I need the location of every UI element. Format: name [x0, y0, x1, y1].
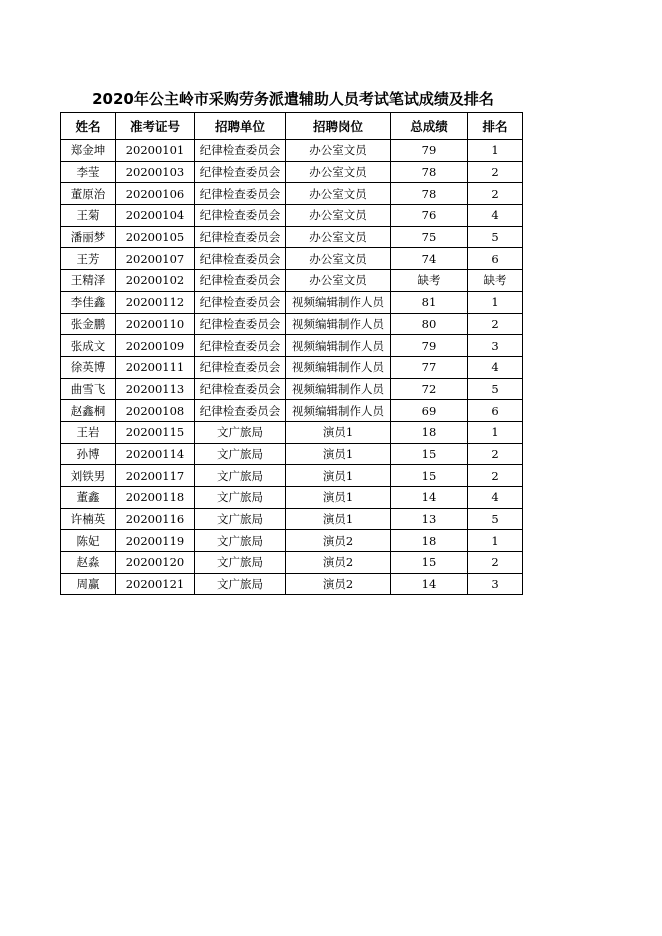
table-row [61, 270, 523, 292]
cell-rank: 1 [468, 421, 523, 443]
cell-position: 演员1 [286, 443, 391, 465]
cell-rank: 1 [468, 530, 523, 552]
cell-position: 视频编辑制作人员 [286, 335, 391, 357]
cell-score: 81 [391, 291, 468, 313]
cell-name: 董鑫 [61, 487, 116, 509]
table-body [61, 140, 523, 595]
cell-exam-id: 20200105 [116, 226, 195, 248]
table-row [61, 291, 523, 313]
cell-score: 72 [391, 378, 468, 400]
cell-exam-id: 20200103 [116, 161, 195, 183]
cell-score: 69 [391, 400, 468, 422]
cell-rank: 3 [468, 335, 523, 357]
cell-score: 78 [391, 183, 468, 205]
cell-exam-id: 20200102 [116, 270, 195, 292]
cell-score: 74 [391, 248, 468, 270]
cell-position: 演员1 [286, 508, 391, 530]
cell-rank: 1 [468, 291, 523, 313]
cell-exam-id: 20200115 [116, 421, 195, 443]
cell-score: 75 [391, 226, 468, 248]
table-row [61, 313, 523, 335]
cell-unit: 文广旅局 [195, 487, 286, 509]
cell-exam-id: 20200117 [116, 465, 195, 487]
cell-score: 缺考 [391, 270, 468, 292]
cell-exam-id: 20200108 [116, 400, 195, 422]
cell-name: 周赢 [61, 573, 116, 595]
cell-exam-id: 20200111 [116, 356, 195, 378]
cell-unit: 纪律检查委员会 [195, 183, 286, 205]
table-row [61, 378, 523, 400]
cell-rank: 5 [468, 508, 523, 530]
cell-name: 陈妃 [61, 530, 116, 552]
cell-score: 77 [391, 356, 468, 378]
table-row [61, 530, 523, 552]
score-table [60, 112, 523, 595]
cell-position: 演员2 [286, 552, 391, 574]
cell-unit: 文广旅局 [195, 421, 286, 443]
table-row [61, 443, 523, 465]
cell-position: 办公室文员 [286, 226, 391, 248]
table-row [61, 205, 523, 227]
cell-rank: 6 [468, 248, 523, 270]
cell-position: 视频编辑制作人员 [286, 291, 391, 313]
cell-exam-id: 20200112 [116, 291, 195, 313]
cell-rank: 4 [468, 205, 523, 227]
cell-exam-id: 20200119 [116, 530, 195, 552]
cell-unit: 纪律检查委员会 [195, 248, 286, 270]
cell-name: 张金鹏 [61, 313, 116, 335]
cell-name: 赵淼 [61, 552, 116, 574]
cell-position: 视频编辑制作人员 [286, 313, 391, 335]
cell-name: 赵鑫桐 [61, 400, 116, 422]
cell-rank: 2 [468, 161, 523, 183]
table-row [61, 161, 523, 183]
cell-rank: 2 [468, 465, 523, 487]
table-row [61, 226, 523, 248]
cell-exam-id: 20200104 [116, 205, 195, 227]
cell-name: 曲雪飞 [61, 378, 116, 400]
cell-score: 14 [391, 573, 468, 595]
cell-rank: 3 [468, 573, 523, 595]
cell-exam-id: 20200118 [116, 487, 195, 509]
cell-exam-id: 20200110 [116, 313, 195, 335]
cell-name: 张成文 [61, 335, 116, 357]
cell-position: 演员1 [286, 421, 391, 443]
cell-score: 76 [391, 205, 468, 227]
table-row [61, 465, 523, 487]
column-header-position: 招聘岗位 [286, 113, 391, 140]
cell-rank: 2 [468, 443, 523, 465]
cell-unit: 纪律检查委员会 [195, 205, 286, 227]
cell-exam-id: 20200106 [116, 183, 195, 205]
cell-score: 79 [391, 335, 468, 357]
table-row [61, 140, 523, 162]
cell-score: 18 [391, 530, 468, 552]
cell-score: 15 [391, 443, 468, 465]
cell-name: 刘铁男 [61, 465, 116, 487]
column-header-rank: 排名 [468, 113, 523, 140]
cell-name: 王岩 [61, 421, 116, 443]
cell-rank: 6 [468, 400, 523, 422]
column-header-score: 总成绩 [391, 113, 468, 140]
cell-position: 演员2 [286, 573, 391, 595]
table-row [61, 508, 523, 530]
cell-name: 郑金坤 [61, 140, 116, 162]
cell-unit: 纪律检查委员会 [195, 335, 286, 357]
cell-unit: 纪律检查委员会 [195, 400, 286, 422]
cell-unit: 纪律检查委员会 [195, 226, 286, 248]
cell-unit: 文广旅局 [195, 465, 286, 487]
table-row [61, 356, 523, 378]
cell-position: 演员2 [286, 530, 391, 552]
cell-unit: 纪律检查委员会 [195, 291, 286, 313]
header-row [61, 113, 523, 140]
cell-name: 王菊 [61, 205, 116, 227]
cell-unit: 纪律检查委员会 [195, 378, 286, 400]
cell-position: 办公室文员 [286, 140, 391, 162]
table-row [61, 183, 523, 205]
cell-exam-id: 20200107 [116, 248, 195, 270]
column-header-name: 姓名 [61, 113, 116, 140]
cell-position: 演员1 [286, 465, 391, 487]
cell-name: 潘丽梦 [61, 226, 116, 248]
cell-position: 办公室文员 [286, 161, 391, 183]
cell-score: 15 [391, 552, 468, 574]
cell-exam-id: 20200109 [116, 335, 195, 357]
cell-exam-id: 20200101 [116, 140, 195, 162]
cell-unit: 纪律检查委员会 [195, 161, 286, 183]
cell-position: 视频编辑制作人员 [286, 400, 391, 422]
cell-name: 董原治 [61, 183, 116, 205]
cell-name: 徐英博 [61, 356, 116, 378]
cell-score: 78 [391, 161, 468, 183]
cell-rank: 2 [468, 183, 523, 205]
cell-position: 办公室文员 [286, 183, 391, 205]
cell-score: 18 [391, 421, 468, 443]
page-title: 2020年公主岭市采购劳务派遣辅助人员考试笔试成绩及排名 [92, 90, 494, 108]
column-header-unit: 招聘单位 [195, 113, 286, 140]
cell-position: 演员1 [286, 487, 391, 509]
cell-exam-id: 20200114 [116, 443, 195, 465]
cell-name: 许楠英 [61, 508, 116, 530]
table-row [61, 248, 523, 270]
table-row [61, 487, 523, 509]
cell-score: 80 [391, 313, 468, 335]
cell-name: 李莹 [61, 161, 116, 183]
cell-name: 孙博 [61, 443, 116, 465]
cell-rank: 2 [468, 313, 523, 335]
cell-unit: 纪律检查委员会 [195, 140, 286, 162]
cell-rank: 4 [468, 356, 523, 378]
cell-unit: 文广旅局 [195, 443, 286, 465]
cell-rank: 5 [468, 378, 523, 400]
cell-exam-id: 20200113 [116, 378, 195, 400]
cell-rank: 4 [468, 487, 523, 509]
cell-exam-id: 20200120 [116, 552, 195, 574]
cell-exam-id: 20200121 [116, 573, 195, 595]
cell-score: 14 [391, 487, 468, 509]
cell-unit: 文广旅局 [195, 508, 286, 530]
cell-unit: 文广旅局 [195, 530, 286, 552]
cell-unit: 文广旅局 [195, 573, 286, 595]
cell-rank: 5 [468, 226, 523, 248]
cell-position: 办公室文员 [286, 270, 391, 292]
cell-position: 办公室文员 [286, 248, 391, 270]
cell-unit: 纪律检查委员会 [195, 313, 286, 335]
cell-unit: 纪律检查委员会 [195, 270, 286, 292]
cell-name: 王芳 [61, 248, 116, 270]
cell-position: 视频编辑制作人员 [286, 356, 391, 378]
cell-score: 79 [391, 140, 468, 162]
cell-score: 13 [391, 508, 468, 530]
cell-unit: 文广旅局 [195, 552, 286, 574]
cell-exam-id: 20200116 [116, 508, 195, 530]
cell-name: 李佳鑫 [61, 291, 116, 313]
table-row [61, 573, 523, 595]
cell-rank: 2 [468, 552, 523, 574]
cell-rank: 1 [468, 140, 523, 162]
cell-name: 王精泽 [61, 270, 116, 292]
table-row [61, 335, 523, 357]
cell-score: 15 [391, 465, 468, 487]
cell-position: 视频编辑制作人员 [286, 378, 391, 400]
table-row [61, 400, 523, 422]
cell-position: 办公室文员 [286, 205, 391, 227]
cell-rank: 缺考 [468, 270, 523, 292]
cell-unit: 纪律检查委员会 [195, 356, 286, 378]
table-row [61, 552, 523, 574]
column-header-exam-id: 准考证号 [116, 113, 195, 140]
table-row [61, 421, 523, 443]
